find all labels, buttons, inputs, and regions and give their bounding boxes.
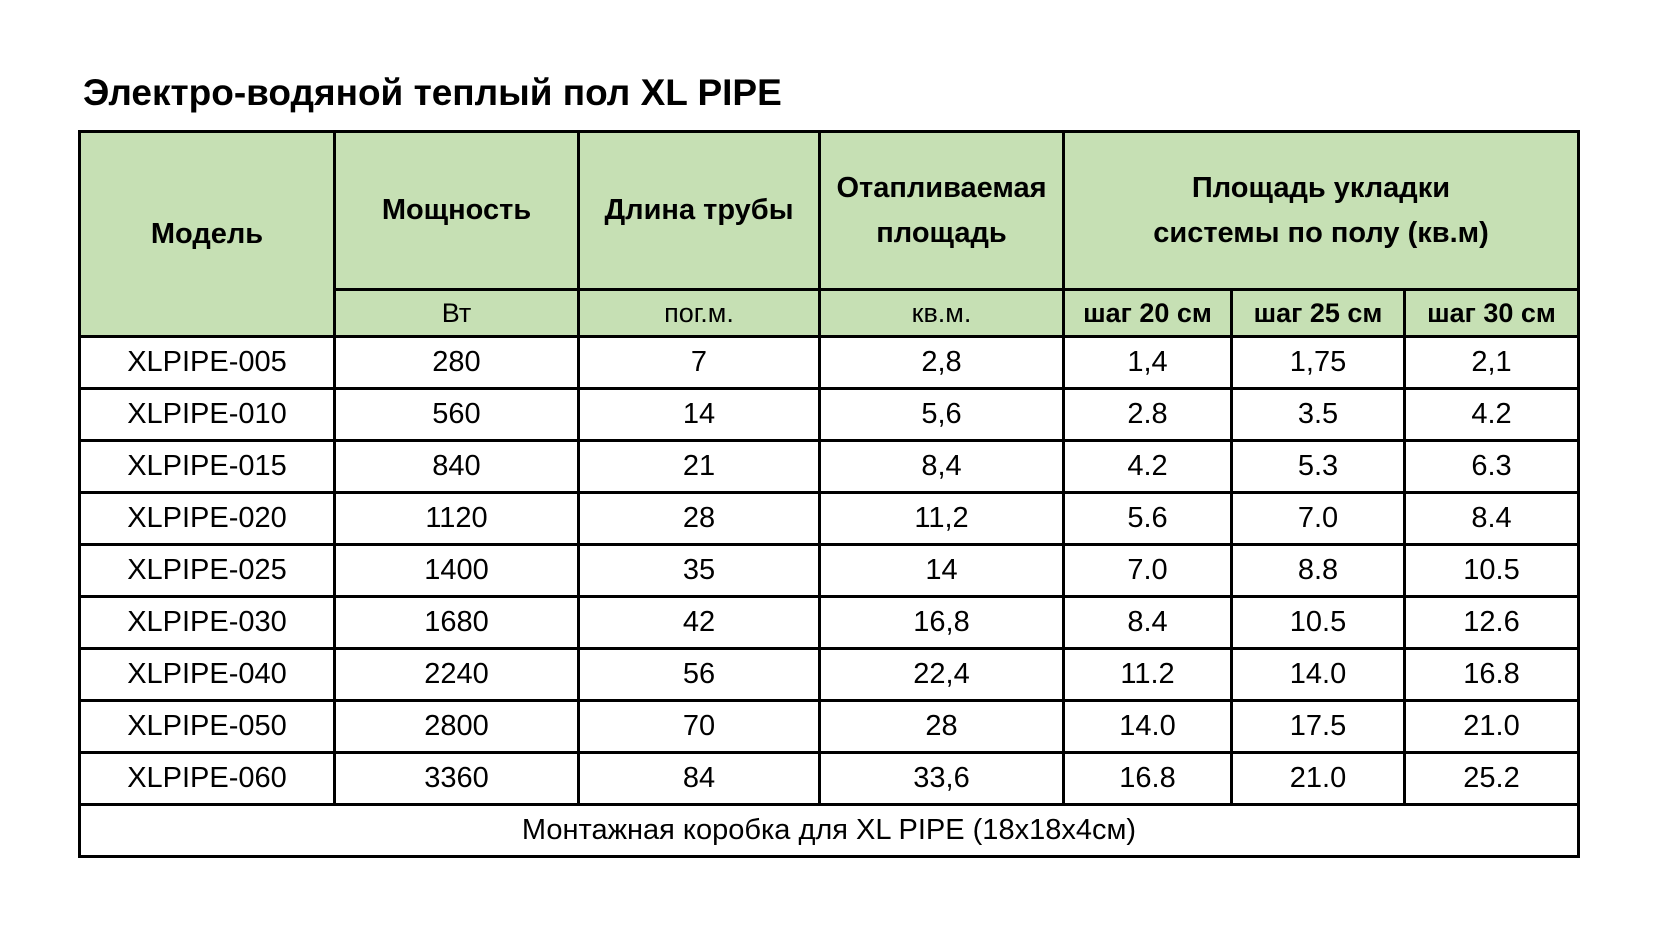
cell-power: 1680 [335,597,579,649]
cell-power: 3360 [335,753,579,805]
cell-step30: 10.5 [1405,545,1579,597]
cell-power: 840 [335,441,579,493]
cell-step25: 3.5 [1232,389,1405,441]
cell-power: 560 [335,389,579,441]
cell-step25: 21.0 [1232,753,1405,805]
cell-area: 11,2 [820,493,1064,545]
unit-header-pipe-length: пог.м. [579,290,820,337]
cell-length: 35 [579,545,820,597]
cell-model: XLPIPE-025 [80,545,335,597]
cell-step20: 1,4 [1064,337,1232,389]
cell-power: 1120 [335,493,579,545]
cell-step25: 17.5 [1232,701,1405,753]
cell-step20: 14.0 [1064,701,1232,753]
unit-header-power: Вт [335,290,579,337]
cell-step20: 2.8 [1064,389,1232,441]
cell-length: 56 [579,649,820,701]
cell-length: 70 [579,701,820,753]
table-row [80,389,1579,441]
cell-step25: 8.8 [1232,545,1405,597]
column-header-layout-area-label: Площадь укладки системы по полу (кв.м) [1153,171,1489,249]
column-header-power-label: Мощность [381,194,532,227]
column-header-layout-area [1064,132,1579,290]
cell-step25: 1,75 [1232,337,1405,389]
cell-length: 7 [579,337,820,389]
cell-length: 28 [579,493,820,545]
cell-area: 33,6 [820,753,1064,805]
cell-area: 22,4 [820,649,1064,701]
cell-model: XLPIPE-030 [80,597,335,649]
table-row [80,441,1579,493]
column-header-model [80,132,335,337]
cell-step25: 10.5 [1232,597,1405,649]
table-row [80,597,1579,649]
cell-length: 42 [579,597,820,649]
cell-power: 1400 [335,545,579,597]
cell-step30: 12.6 [1405,597,1579,649]
cell-step20: 11.2 [1064,649,1232,701]
cell-area: 8,4 [820,441,1064,493]
cell-step25: 7.0 [1232,493,1405,545]
cell-model: XLPIPE-050 [80,701,335,753]
table-row [80,701,1579,753]
cell-step20: 16.8 [1064,753,1232,805]
cell-model: XLPIPE-005 [80,337,335,389]
cell-step25: 14.0 [1232,649,1405,701]
table-footer-row [80,805,1579,857]
cell-length: 21 [579,441,820,493]
table-row [80,493,1579,545]
cell-area: 16,8 [820,597,1064,649]
cell-step30: 8.4 [1405,493,1579,545]
cell-step20: 5.6 [1064,493,1232,545]
table-row [80,649,1579,701]
column-header-pipe-length [579,132,820,290]
cell-model: XLPIPE-020 [80,493,335,545]
spec-table [78,130,1580,858]
column-header-model-label: Модель [150,217,264,250]
table-body [80,337,1579,857]
column-header-heated-area [820,132,1064,290]
cell-area: 28 [820,701,1064,753]
cell-length: 14 [579,389,820,441]
table-row [80,753,1579,805]
unit-header-step-25: шаг 25 см [1232,290,1405,337]
column-header-heated-area-label: Отапливаемая площадь [836,171,1047,249]
cell-model: XLPIPE-040 [80,649,335,701]
footer-note: Монтажная коробка для XL PIPE (18х18х4см) [80,805,1579,857]
cell-power: 2800 [335,701,579,753]
unit-header-step-20: шаг 20 см [1064,290,1232,337]
cell-power: 280 [335,337,579,389]
cell-model: XLPIPE-015 [80,441,335,493]
cell-length: 84 [579,753,820,805]
cell-step20: 4.2 [1064,441,1232,493]
cell-step30: 25.2 [1405,753,1579,805]
cell-step20: 7.0 [1064,545,1232,597]
cell-step30: 16.8 [1405,649,1579,701]
cell-area: 2,8 [820,337,1064,389]
cell-step30: 2,1 [1405,337,1579,389]
column-header-pipe-length-label: Длина трубы [604,194,794,227]
column-header-power [335,132,579,290]
cell-step20: 8.4 [1064,597,1232,649]
cell-area: 5,6 [820,389,1064,441]
table-header [80,132,1579,337]
cell-step30: 6.3 [1405,441,1579,493]
page-title: Электро-водяной теплый пол XL PIPE [83,72,782,113]
unit-header-step-30: шаг 30 см [1405,290,1579,337]
cell-power: 2240 [335,649,579,701]
cell-step30: 21.0 [1405,701,1579,753]
cell-step30: 4.2 [1405,389,1579,441]
cell-area: 14 [820,545,1064,597]
cell-model: XLPIPE-010 [80,389,335,441]
header-row-main [80,132,1579,290]
unit-header-heated-area: кв.м. [820,290,1064,337]
cell-step25: 5.3 [1232,441,1405,493]
table-row [80,545,1579,597]
table-row [80,337,1579,389]
cell-model: XLPIPE-060 [80,753,335,805]
